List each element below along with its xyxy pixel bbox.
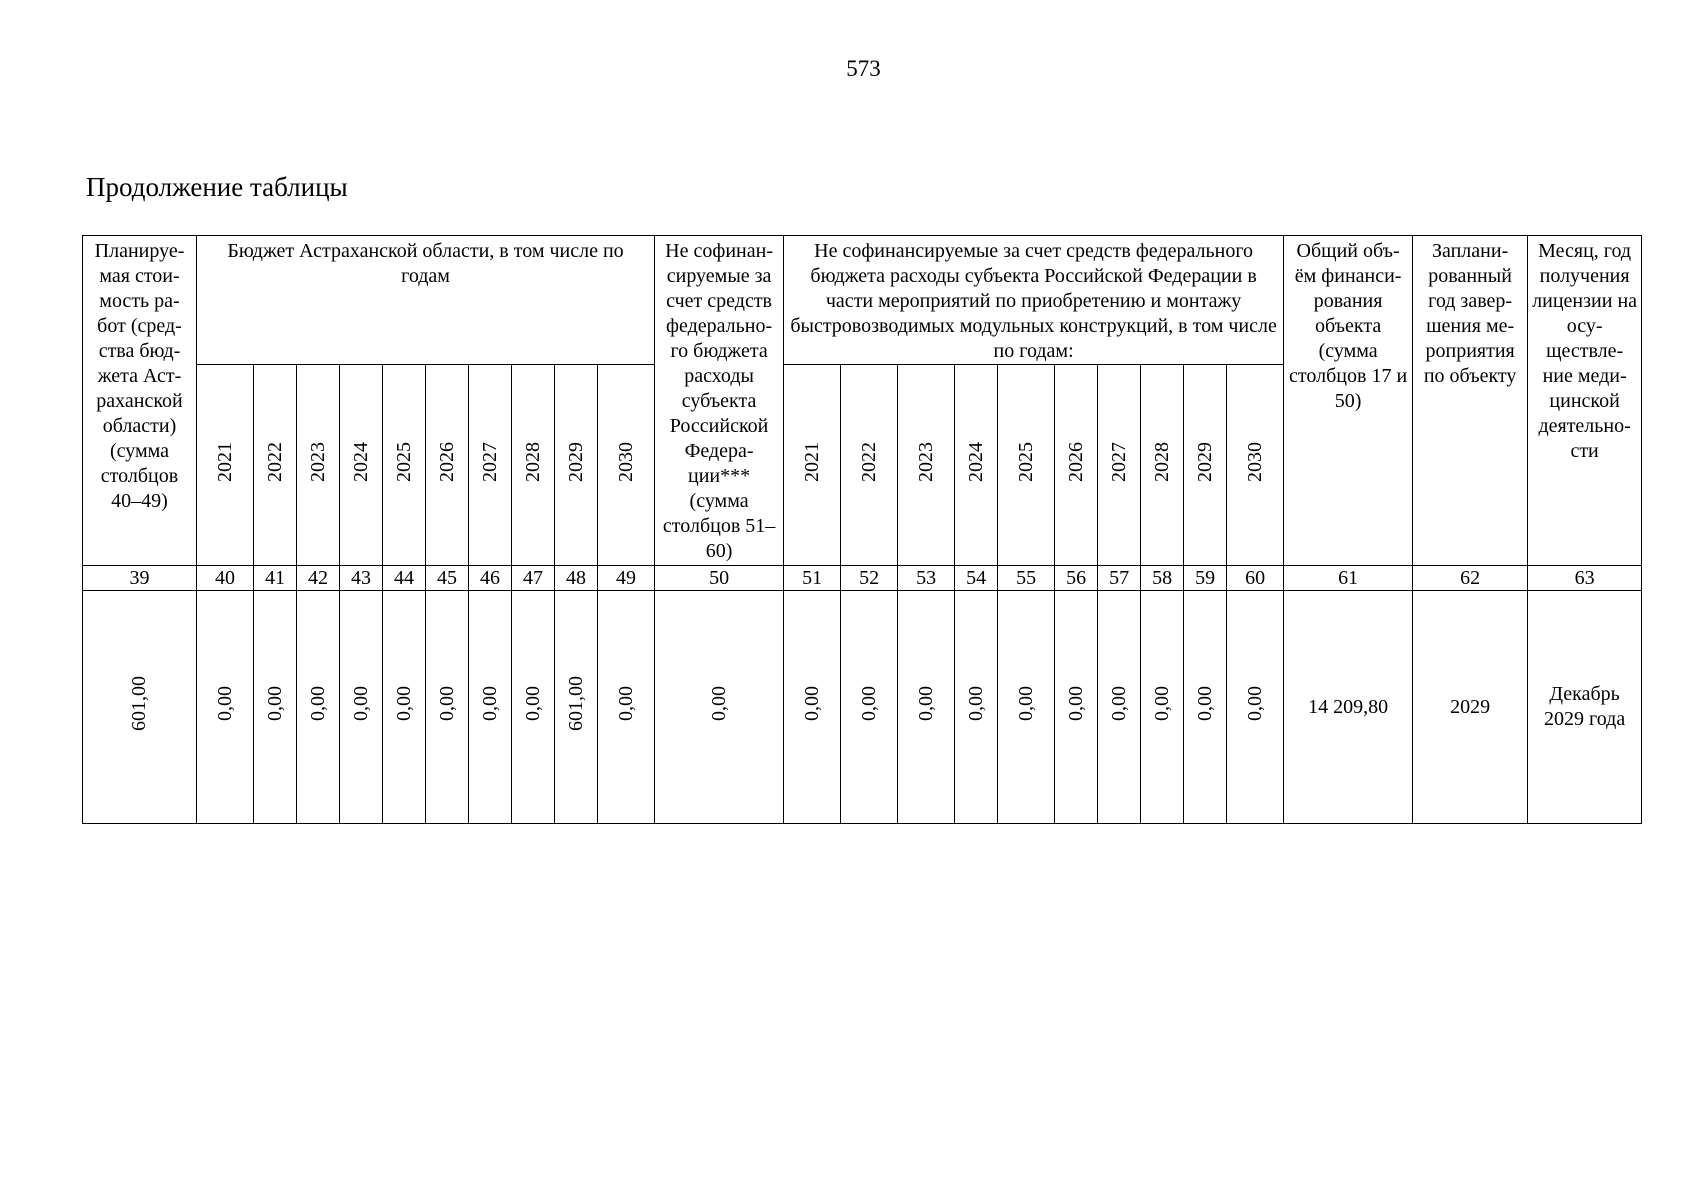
cell-modular-2023 [898, 591, 955, 824]
year-modular-2030 [1227, 365, 1284, 566]
year-regional-2029 [555, 365, 598, 566]
header-row-top [83, 236, 1642, 365]
cell-value: 0,00 [1107, 686, 1130, 721]
year-label: 2027 [478, 441, 501, 482]
header-license-date-text: Месяц, год получения лицензии на осу-ществле-ние меди-цинской деятельно-сти [1532, 240, 1638, 462]
cell-value: 0,00 [263, 686, 286, 721]
year-modular-2026 [1055, 365, 1098, 566]
year-label: 2021 [800, 441, 823, 482]
column-number: 60 [1227, 566, 1284, 591]
year-label: 2024 [964, 441, 987, 482]
header-regional-budget-text: Бюджет Астраханской области, в том числе по годам [227, 240, 624, 287]
cell-value: 0,00 [800, 686, 823, 721]
column-number: 63 [1528, 566, 1642, 591]
year-label: 2030 [614, 441, 637, 482]
header-non-cofinanced-modular-text: Не софинансируемые за счет средств федерального бюджета расходы субъекта Российской Федерации в части мероприятий по приобретению и монтажу быстровозводимых модульных конструкций, в том числе по годам: [790, 240, 1277, 362]
header-non-cofinanced-modular [784, 236, 1284, 365]
cell-modular-2027 [1098, 591, 1141, 824]
cell-regional-2027 [469, 591, 512, 824]
header-planned-year-text: Заплани-рованный год завер-шения ме-роприятия по объекту [1423, 240, 1517, 387]
header-total-volume-text: Общий объ-ём финанси-рования объекта (сумма столбцов 17 и 50) [1289, 240, 1408, 412]
cell-regional-2022 [254, 591, 297, 824]
year-regional-2030 [598, 365, 655, 566]
cell-planned-cost [83, 591, 197, 824]
year-regional-2022 [254, 365, 297, 566]
column-number: 45 [426, 566, 469, 591]
header-non-cofinanced-total [655, 236, 784, 566]
cell-license-date [1528, 591, 1642, 824]
cell-modular-2028 [1141, 591, 1184, 824]
year-label: 2024 [349, 441, 372, 482]
year-regional-2028 [512, 365, 555, 566]
column-number: 52 [841, 566, 898, 591]
year-label: 2026 [1064, 441, 1087, 482]
year-label: 2030 [1243, 441, 1266, 482]
column-number: 39 [83, 566, 197, 591]
year-label: 2028 [1150, 441, 1173, 482]
cell-modular-2026 [1055, 591, 1098, 824]
year-modular-2028 [1141, 365, 1184, 566]
year-modular-2029 [1184, 365, 1227, 566]
year-regional-2026 [426, 365, 469, 566]
cell-value: 0,00 [521, 686, 544, 721]
cell-value: 0,00 [964, 686, 987, 721]
cell-modular-2030 [1227, 591, 1284, 824]
year-label: 2023 [914, 441, 937, 482]
cell-value: 0,00 [478, 686, 501, 721]
column-number: 47 [512, 566, 555, 591]
year-label: 2022 [857, 441, 880, 482]
cell-modular-2024 [955, 591, 998, 824]
column-number: 40 [197, 566, 254, 591]
header-license-date [1528, 236, 1642, 566]
column-number: 44 [383, 566, 426, 591]
year-label: 2029 [564, 441, 587, 482]
cell-value: 0,00 [306, 686, 329, 721]
column-number: 54 [955, 566, 998, 591]
year-label: 2029 [1193, 441, 1216, 482]
column-number: 62 [1413, 566, 1528, 591]
cell-regional-2021 [197, 591, 254, 824]
column-number-row [83, 566, 1642, 591]
cell-value: 0,00 [1150, 686, 1173, 721]
year-label: 2027 [1107, 441, 1130, 482]
column-number: 61 [1284, 566, 1413, 591]
column-number: 53 [898, 566, 955, 591]
cell-value: 0,00 [1064, 686, 1087, 721]
column-number: 55 [998, 566, 1055, 591]
column-number: 58 [1141, 566, 1184, 591]
cell-regional-2028 [512, 591, 555, 824]
year-modular-2025 [998, 365, 1055, 566]
year-modular-2023 [898, 365, 955, 566]
cell-regional-2030 [598, 591, 655, 824]
cell-total-volume [1284, 591, 1413, 824]
continuation-title: Продолжение таблицы [86, 172, 348, 202]
year-regional-2024 [340, 365, 383, 566]
column-number: 57 [1098, 566, 1141, 591]
header-planned-cost-text: Планируе-мая стои-мость ра-бот (сред-ства бюд-жета Аст-раханской области) (сумма столбцов 40–49) [94, 240, 185, 512]
page-number: 573 [846, 56, 881, 81]
year-regional-2021 [197, 365, 254, 566]
header-planned-year [1413, 236, 1528, 566]
cell-value: 0,00 [914, 686, 937, 721]
cell-value: Декабрь 2029 года [1544, 683, 1626, 730]
cell-value: 14 209,80 [1308, 695, 1389, 718]
cell-value: 0,00 [707, 686, 730, 721]
cell-value: 601,00 [564, 676, 587, 731]
column-number: 46 [469, 566, 512, 591]
cell-regional-2024 [340, 591, 383, 824]
cell-value: 0,00 [857, 686, 880, 721]
column-number: 51 [784, 566, 841, 591]
year-label: 2022 [263, 441, 286, 482]
cell-value: 0,00 [435, 686, 458, 721]
year-label: 2028 [521, 441, 544, 482]
year-label: 2021 [213, 441, 236, 482]
financing-table [82, 235, 1642, 824]
year-label: 2026 [435, 441, 458, 482]
cell-planned-year [1413, 591, 1528, 824]
cell-value: 0,00 [1243, 686, 1266, 721]
cell-value: 0,00 [392, 686, 415, 721]
header-non-cofinanced-total-text: Не софинан-сируемые за счет средств федерально-го бюджета расходы субъекта Российской Федера-ции*** (сумма столбцов 51–60) [662, 240, 776, 562]
column-number: 59 [1184, 566, 1227, 591]
header-total-volume [1284, 236, 1413, 566]
column-number: 42 [297, 566, 340, 591]
column-number: 43 [340, 566, 383, 591]
column-number: 41 [254, 566, 297, 591]
table-row [83, 591, 1642, 824]
cell-regional-2025 [383, 591, 426, 824]
cell-regional-2026 [426, 591, 469, 824]
year-regional-2025 [383, 365, 426, 566]
cell-value: 0,00 [1014, 686, 1037, 721]
year-modular-2021 [784, 365, 841, 566]
cell-modular-2022 [841, 591, 898, 824]
column-number: 50 [655, 566, 784, 591]
cell-modular-2025 [998, 591, 1055, 824]
column-number: 56 [1055, 566, 1098, 591]
cell-value: 0,00 [614, 686, 637, 721]
cell-modular-2029 [1184, 591, 1227, 824]
year-regional-2023 [297, 365, 340, 566]
year-label: 2025 [1014, 441, 1037, 482]
cell-value: 0,00 [1193, 686, 1216, 721]
cell-value: 0,00 [349, 686, 372, 721]
header-regional-budget [197, 236, 655, 365]
column-number: 49 [598, 566, 655, 591]
year-label: 2023 [306, 441, 329, 482]
year-modular-2022 [841, 365, 898, 566]
cell-value: 601,00 [128, 676, 150, 731]
year-regional-2027 [469, 365, 512, 566]
cell-value: 2029 [1450, 695, 1491, 718]
cell-value: 0,00 [213, 686, 236, 721]
year-modular-2027 [1098, 365, 1141, 566]
year-modular-2024 [955, 365, 998, 566]
year-label: 2025 [392, 441, 415, 482]
cell-modular-2021 [784, 591, 841, 824]
cell-regional-2029 [555, 591, 598, 824]
header-planned-cost [83, 236, 197, 566]
column-number: 48 [555, 566, 598, 591]
cell-regional-2023 [297, 591, 340, 824]
cell-non-cofinanced-total [655, 591, 784, 824]
